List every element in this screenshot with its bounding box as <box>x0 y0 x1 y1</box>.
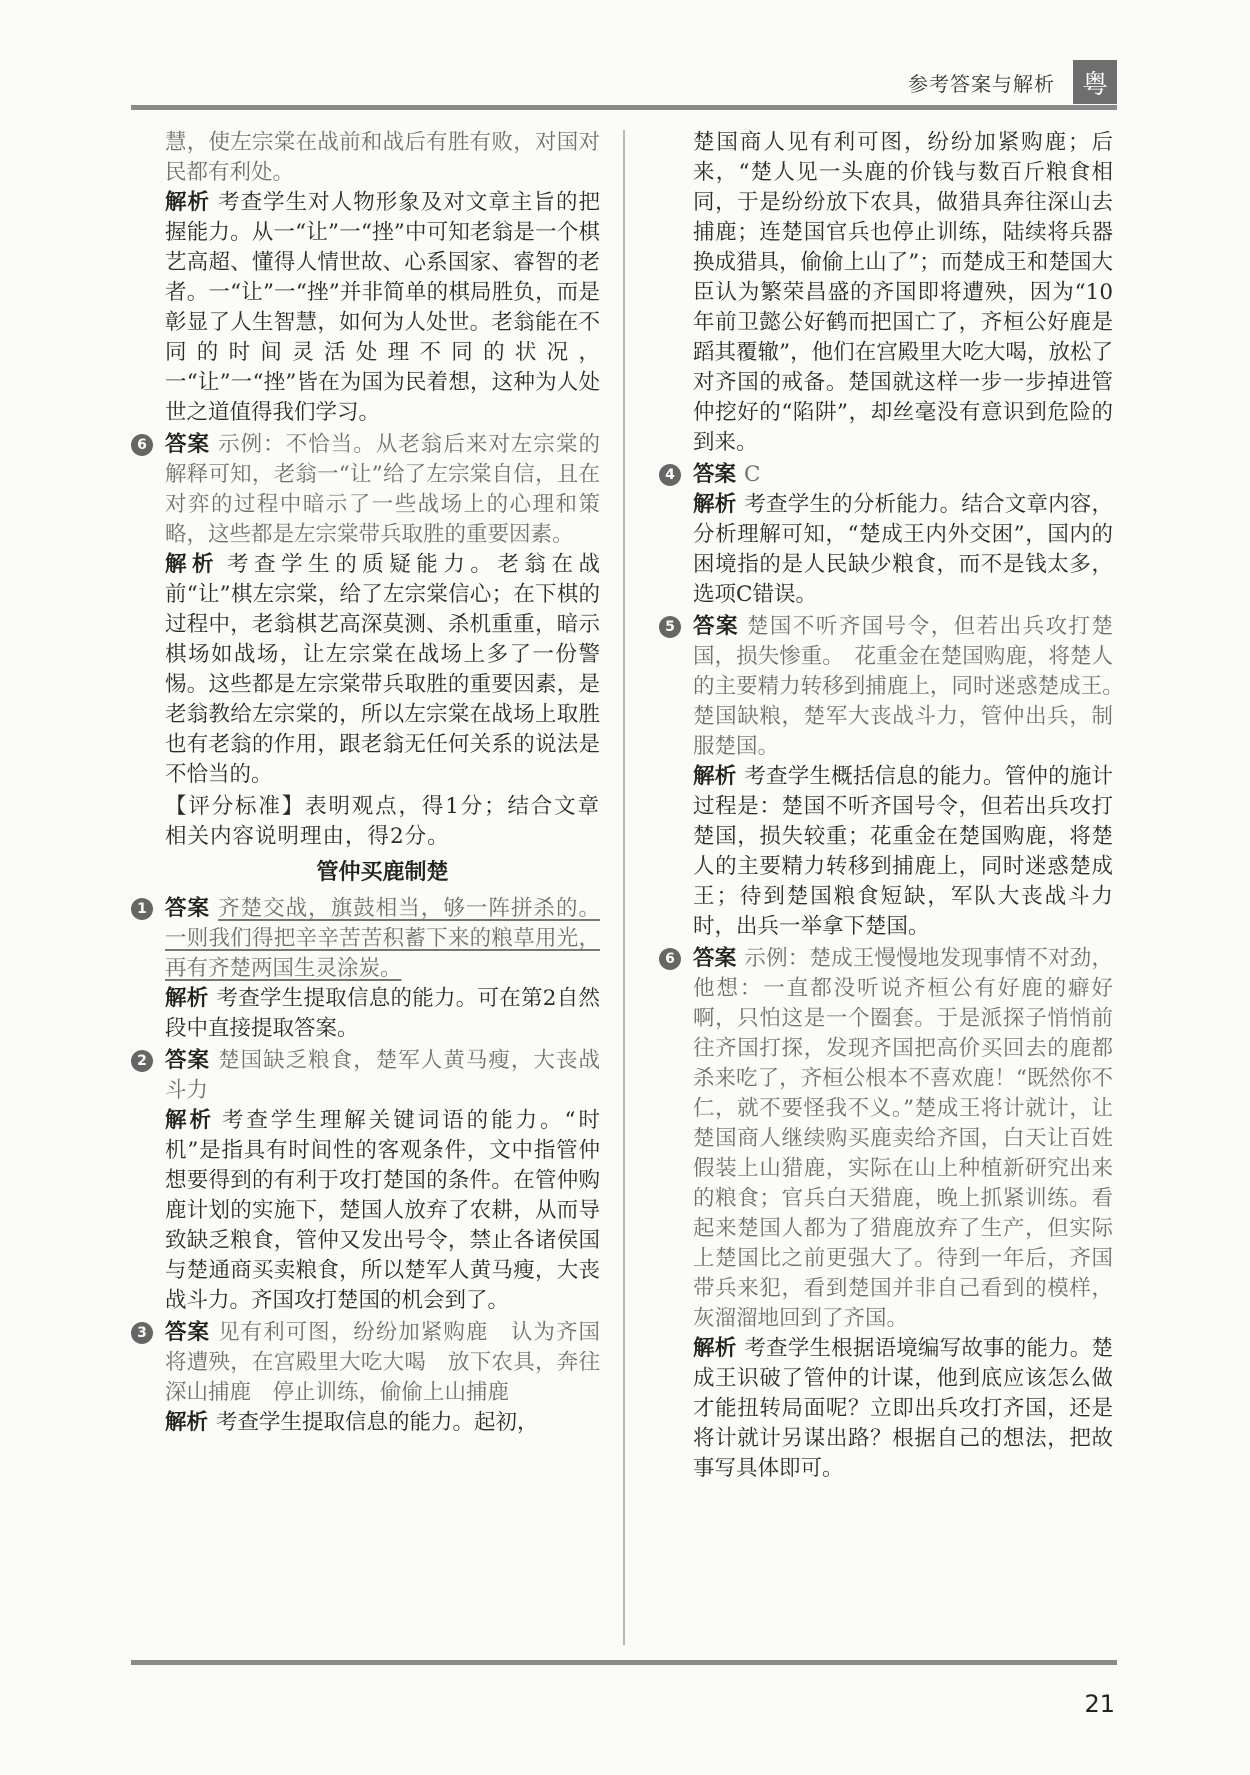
question-number-badge: 4 <box>659 464 681 486</box>
question-6-answer: 6 答案 示例：不恰当。从老翁后来对左宗棠的解释可知，老翁一“让”给了左宗棠自信，且在对弈的过程中暗示了一些战场上的心理和策略，这些都是左宗棠带兵取胜的重要因素。 <box>165 430 600 550</box>
column-divider <box>623 130 625 1645</box>
section-q4-answer: 4 答案 C <box>693 460 1113 490</box>
header-rule <box>131 105 1117 110</box>
question-number-badge: 1 <box>131 898 153 920</box>
section-q2-answer: 2 答案 楚国缺乏粮食，楚军人黄马瘦，大丧战斗力 <box>165 1046 600 1106</box>
question-number-badge: 5 <box>659 616 681 638</box>
section-q1-answer: 1 答案 齐楚交战，旗鼓相当，够一阵拼杀的。一则我们得把辛辛苦苦积蓄下来的粮草用光，再有齐楚两国生灵涂炭。 <box>165 894 600 984</box>
section-q2-analysis: 解析 考查学生理解关键词语的能力。“时机”是指具有时间性的客观条件，文中指管仲想要得到的有利于攻打楚国的条件。在管仲购鹿计划的实施下，楚国人放弃了农耕，从而导致缺乏粮食，管仲又发出号令，禁止各诸侯国与楚通商买卖粮食，所以楚军人黄马瘦，大丧战斗力。齐国攻打楚国的机会到了。 <box>165 1108 600 1313</box>
analysis-block: 解析 考查学生对人物形象及对文章主旨的把握能力。从一“让”一“挫”中可知老翁是一个棋艺高超、懂得人情世故、心系国家、睿智的老者。一“让”一“挫”并非简单的棋局胜负，而是彰显了人生智慧，如何为人处世。老翁能在不同的时间灵活处理不同的状况，一“让”一“挫”皆在为国为民着想，这种为人处世之道值得我们学习。 <box>165 190 600 425</box>
footer-rule <box>131 1660 1117 1665</box>
region-badge: 粤 <box>1073 60 1117 104</box>
section-q1-analysis: 解析 考查学生提取信息的能力。可在第2自然段中直接提取答案。 <box>165 986 600 1041</box>
section-q5-analysis: 解析 考查学生概括信息的能力。管仲的施计过程是：楚国不听齐国号令，但若出兵攻打楚国，损失较重；花重金在楚国购鹿，将楚人的主要精力转移到捕鹿上，同时迷惑楚成王；待到楚国粮食短缺，军队大丧战斗力时，出兵一举拿下楚国。 <box>693 764 1113 939</box>
right-column <box>665 128 1135 1484</box>
left-column <box>137 128 600 1438</box>
question-number-badge: 2 <box>131 1050 153 1072</box>
page-header <box>131 60 1117 108</box>
section-q6-analysis: 解析 考查学生根据语境编写故事的能力。楚成王识破了管仲的计谋，他到底应该怎么做才能扭转局面呢？立即出兵攻打齐国，还是将计就计另谋出路？根据自己的想法，把故事写具体即可。 <box>693 1336 1113 1481</box>
question-number-badge: 6 <box>659 948 681 970</box>
question-number-badge: 3 <box>131 1322 153 1344</box>
section-q3-answer: 3 答案 见有利可图，纷纷加紧购鹿 认为齐国将遭殃，在宫殿里大吃大喝 放下农具，奔往深山捕鹿 停止训练，偷偷上山捕鹿 <box>165 1318 600 1408</box>
section-q3-analysis: 解析 考查学生提取信息的能力。起初， <box>165 1410 539 1435</box>
section-q3-analysis-continued: 楚国商人见有利可图，纷纷加紧购鹿；后来，“楚人见一头鹿的价钱与数百斤粮食相同，于是纷纷放下农具，做猎具奔往深山去捕鹿；连楚国官兵也停止训练，陆续将兵器换成猎具，偷偷上山了”；而楚成王和楚国大臣认为繁荣昌盛的齐国即将遭殃，因为“10年前卫懿公好鹤而把国亡了，齐桓公好鹿是蹈其覆辙”，他们在宫殿里大吃大喝，放松了对齐国的戒备。楚国就这样一步一步掉进管仲挖好的“陷阱”，却丝毫没有意识到危险的到来。 <box>693 130 1113 455</box>
section-q5-answer: 5 答案 楚国不听齐国号令，但若出兵攻打楚国，损失惨重。 花重金在楚国购鹿，将楚人的主要精力转移到捕鹿上，同时迷惑楚成王。 楚国缺粮，楚军大丧战斗力，管仲出兵，制服楚国。 <box>693 612 1113 762</box>
header-title: 参考答案与解析 <box>908 72 1055 96</box>
section-q4-analysis: 解析 考查学生的分析能力。结合文章内容，分析理解可知，“楚成王内外交困”，国内的困境指的是人民缺少粮食，而不是钱太多，选项C错误。 <box>693 492 1113 607</box>
section-q6-answer: 6 答案 示例：楚成王慢慢地发现事情不对劲，他想：一直都没听说齐桓公有好鹿的癖好啊，只怕这是一个圈套。于是派探子悄悄前往齐国打探，发现齐国把高价买回去的鹿都杀来吃了，齐桓公根本不喜欢鹿！“既然你不仁，就不要怪我不义。”楚成王将计就计，让楚国商人继续购买鹿卖给齐国，白天让百姓假装上山猎鹿，实际在山上种植新研究出来的粮食；官兵白天猎鹿，晚上抓紧训练。看起来楚国人都为了猎鹿放弃了生产，但实际上楚国比之前更强大了。待到一年后，齐国带兵来犯，看到楚国并非自己看到的模样，灰溜溜地回到了齐国。 <box>693 944 1113 1334</box>
continued-answer: 慧，使左宗棠在战前和战后有胜有败，对国对民都有利处。 <box>165 130 600 185</box>
section-title: 管仲买鹿制楚 <box>316 860 449 885</box>
question-6-analysis: 解析 考查学生的质疑能力。老翁在战前“让”棋左宗棠，给了左宗棠信心；在下棋的过程中，老翁棋艺高深莫测、杀机重重，暗示棋场如战场，让左宗棠在战场上多了一份警惕。这些都是左宗棠带兵取胜的重要因素，是老翁教给左宗棠的，所以左宗棠在战场上取胜也有老翁的作用，跟老翁无任何关系的说法是不恰当的。 <box>165 552 600 787</box>
page-number: 21 <box>1084 1690 1115 1718</box>
question-number-badge: 6 <box>131 434 153 456</box>
scoring-criteria: 【评分标准】表明观点，得1分；结合文章相关内容说明理由，得2分。 <box>165 794 600 849</box>
